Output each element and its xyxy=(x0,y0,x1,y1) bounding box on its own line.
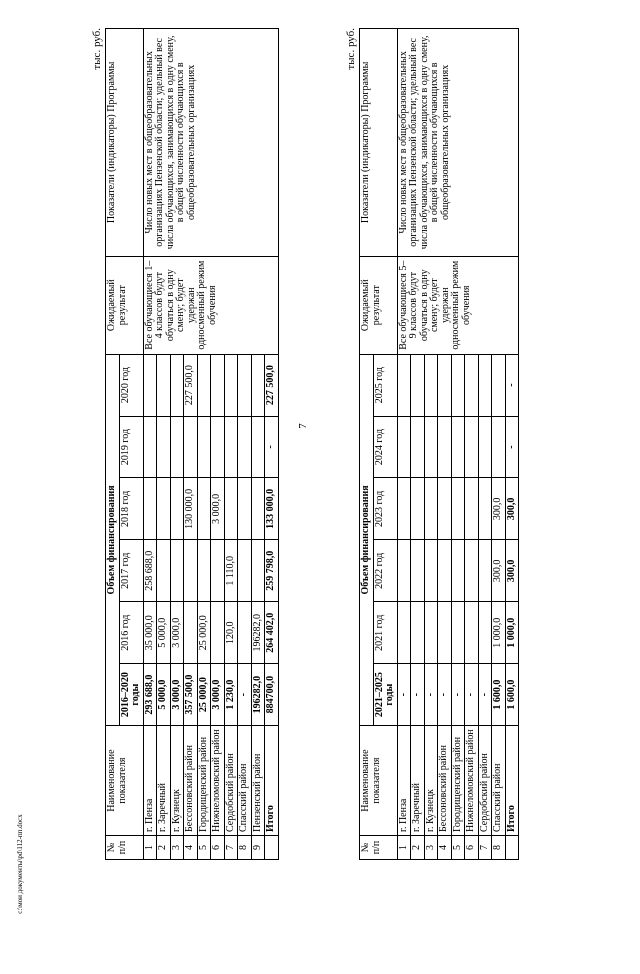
row-year-value xyxy=(424,602,438,664)
funding-table-2016-2020 xyxy=(91,28,279,860)
row-num: 7 xyxy=(478,836,492,860)
row-total: - xyxy=(397,664,411,726)
row-year-value: 300,0 xyxy=(492,540,506,602)
row-year-value xyxy=(451,354,465,416)
row-total: 1 600,0 xyxy=(492,664,506,726)
expected-result: Все обучающиеся 1–4 классов будут обучаться в одну смену; будет удержан односменный режим обучения xyxy=(143,256,278,354)
row-year-value xyxy=(157,416,171,478)
row-year-value: 300,0 xyxy=(492,478,506,540)
row-name: Нижнеломовский район xyxy=(211,726,225,836)
row-year-value: 1 110,0 xyxy=(224,540,238,602)
header-year: 2016 год xyxy=(119,602,143,664)
row-year-value xyxy=(478,416,492,478)
row-year-value xyxy=(438,416,452,478)
row-year-value xyxy=(157,478,171,540)
row-year-value xyxy=(224,478,238,540)
row-total: - xyxy=(478,664,492,726)
row-year-value xyxy=(478,354,492,416)
row-year-value xyxy=(157,354,171,416)
header-year: 2023 год xyxy=(373,478,397,540)
row-year-value xyxy=(251,478,265,540)
header-year: 2019 год xyxy=(119,416,143,478)
total-year-value: 133 000,0 xyxy=(265,478,279,540)
funding-table-2021-2025 xyxy=(345,28,519,860)
row-total: - xyxy=(424,664,438,726)
row-year-value xyxy=(424,354,438,416)
row-year-value xyxy=(238,602,252,664)
row-year-value xyxy=(451,416,465,478)
row-year-value xyxy=(211,354,225,416)
row-year-value xyxy=(143,478,157,540)
row-year-value xyxy=(438,540,452,602)
header-year: 2018 год xyxy=(119,478,143,540)
header-year: 2020 год xyxy=(119,354,143,416)
row-year-value xyxy=(197,416,211,478)
row-year-value xyxy=(224,354,238,416)
expected-result: Все обучающиеся 5–9 классов будут обучаться в одну смену; будет удержан односменный режим обучения xyxy=(397,256,519,354)
row-name: Бессоновский район xyxy=(438,726,452,836)
row-year-value xyxy=(197,354,211,416)
row-total: - xyxy=(465,664,479,726)
row-year-value xyxy=(492,416,506,478)
row-year-value: 5 000,0 xyxy=(157,602,171,664)
table-row xyxy=(397,29,411,860)
row-name: г. Заречный xyxy=(157,726,171,836)
row-year-value xyxy=(170,416,184,478)
header-indicators: Показатели (индикаторы) Программы xyxy=(360,29,398,257)
header-num: № п/п xyxy=(360,836,398,860)
row-year-value xyxy=(465,478,479,540)
total-year-value: - xyxy=(505,416,519,478)
row-total: - xyxy=(451,664,465,726)
total-num-empty xyxy=(505,836,519,860)
row-year-value xyxy=(438,478,452,540)
row-total: 3 000,0 xyxy=(211,664,225,726)
row-year-value xyxy=(170,540,184,602)
row-total: 293 688,0 xyxy=(143,664,157,726)
row-num: 1 xyxy=(397,836,411,860)
row-name: Спасский район xyxy=(238,726,252,836)
footer-file-path: c:\мои документы\pd\112-пп.docx xyxy=(16,814,24,914)
header-funding: Объем финансирования xyxy=(106,354,120,725)
row-year-value xyxy=(184,416,198,478)
total-sum: 884700,0 xyxy=(265,664,279,726)
row-year-value xyxy=(238,354,252,416)
row-num: 3 xyxy=(170,836,184,860)
row-year-value xyxy=(411,540,425,602)
header-funding: Объем финансирования xyxy=(360,354,374,725)
row-year-value xyxy=(411,354,425,416)
total-label: Итого xyxy=(505,726,519,836)
row-year-value xyxy=(184,602,198,664)
row-num: 6 xyxy=(211,836,225,860)
row-year-value xyxy=(397,478,411,540)
row-year-value xyxy=(424,416,438,478)
header-result: Ожидаемый результат xyxy=(106,256,144,354)
header-name: Наименование показателя xyxy=(360,726,398,836)
row-total: 357 500,0 xyxy=(184,664,198,726)
unit-label: тыс. руб. xyxy=(345,28,357,70)
row-name: г. Кузнецк xyxy=(424,726,438,836)
row-num: 8 xyxy=(238,836,252,860)
total-sum: 1 600,0 xyxy=(505,664,519,726)
header-total-period: 2021–2025 годы xyxy=(373,664,397,726)
row-year-value xyxy=(170,478,184,540)
indicators: Число новых мест в общеобразовательных организациях Пензенской области; удельный вес числа обучающихся, занимающихся в одну смену, в общей численности обучающихся в общеобразовательных организациях xyxy=(397,29,519,257)
row-name: г. Заречный xyxy=(411,726,425,836)
row-num: 1 xyxy=(143,836,157,860)
row-name: Городищенский район xyxy=(197,726,211,836)
row-year-value xyxy=(451,602,465,664)
row-year-value: 227 500,0 xyxy=(184,354,198,416)
row-year-value xyxy=(451,478,465,540)
table-row xyxy=(143,29,157,860)
row-num: 2 xyxy=(157,836,171,860)
row-name: г. Пенза xyxy=(397,726,411,836)
row-total: - xyxy=(411,664,425,726)
row-year-value xyxy=(157,540,171,602)
table xyxy=(359,28,519,860)
header-result: Ожидаемый результат xyxy=(360,256,398,354)
row-name: Пензенский район xyxy=(251,726,265,836)
row-year-value xyxy=(478,602,492,664)
row-year-value xyxy=(465,416,479,478)
row-year-value xyxy=(397,416,411,478)
row-year-value: 120,0 xyxy=(224,602,238,664)
page-number: 7 xyxy=(296,423,309,429)
row-name: Сердобский район xyxy=(224,726,238,836)
header-year: 2021 год xyxy=(373,602,397,664)
row-year-value xyxy=(197,478,211,540)
row-year-value xyxy=(143,416,157,478)
row-year-value xyxy=(238,416,252,478)
row-year-value xyxy=(211,540,225,602)
header-year: 2025 год xyxy=(373,354,397,416)
total-num-empty xyxy=(265,836,279,860)
row-total: 196282,0 xyxy=(251,664,265,726)
row-num: 9 xyxy=(251,836,265,860)
row-num: 7 xyxy=(224,836,238,860)
row-num: 6 xyxy=(465,836,479,860)
table xyxy=(105,28,279,860)
row-name: г. Кузнецк xyxy=(170,726,184,836)
row-year-value xyxy=(451,540,465,602)
row-total: 25 000,0 xyxy=(197,664,211,726)
row-name: Сердобский район xyxy=(478,726,492,836)
row-num: 5 xyxy=(451,836,465,860)
total-year-value: - xyxy=(265,416,279,478)
indicators: Число новых мест в общеобразовательных организациях Пензенской области; удельный вес числа обучающихся, занимающихся в одну смену, в общей численности обучающихся в общеобразовательных организациях xyxy=(143,29,278,257)
row-name: Спасский район xyxy=(492,726,506,836)
row-num: 4 xyxy=(438,836,452,860)
row-name: г. Пенза xyxy=(143,726,157,836)
row-year-value xyxy=(478,540,492,602)
row-year-value xyxy=(251,416,265,478)
row-year-value xyxy=(411,416,425,478)
row-year-value xyxy=(465,540,479,602)
row-year-value xyxy=(238,540,252,602)
row-year-value xyxy=(224,416,238,478)
header-year: 2017 год xyxy=(119,540,143,602)
row-num: 4 xyxy=(184,836,198,860)
unit-label: тыс. руб. xyxy=(91,28,103,70)
row-year-value: 3 000,0 xyxy=(170,602,184,664)
row-year-value xyxy=(170,354,184,416)
row-year-value: 35 000,0 xyxy=(143,602,157,664)
total-label: Итого xyxy=(265,726,279,836)
row-year-value xyxy=(397,354,411,416)
row-year-value xyxy=(211,602,225,664)
row-year-value xyxy=(397,540,411,602)
row-num: 2 xyxy=(411,836,425,860)
row-year-value xyxy=(397,602,411,664)
row-num: 5 xyxy=(197,836,211,860)
row-year-value: 130 000,0 xyxy=(184,478,198,540)
row-year-value: 1 000,0 xyxy=(492,602,506,664)
total-year-value: - xyxy=(505,354,519,416)
row-year-value xyxy=(411,478,425,540)
header-year: 2022 год xyxy=(373,540,397,602)
row-year-value xyxy=(251,540,265,602)
total-year-value: 259 798,0 xyxy=(265,540,279,602)
row-total: 3 000,0 xyxy=(170,664,184,726)
header-total-period: 2016–2020 годы xyxy=(119,664,143,726)
row-name: Нижнеломовский район xyxy=(465,726,479,836)
row-year-value xyxy=(424,478,438,540)
row-total: - xyxy=(438,664,452,726)
total-year-value: 227 500,0 xyxy=(265,354,279,416)
row-year-value xyxy=(465,354,479,416)
header-indicators: Показатели (индикаторы) Программы xyxy=(106,29,144,257)
row-year-value xyxy=(197,540,211,602)
row-name: Городищенский район xyxy=(451,726,465,836)
row-num: 8 xyxy=(492,836,506,860)
row-year-value xyxy=(143,354,157,416)
row-year-value: 25 000,0 xyxy=(197,602,211,664)
row-year-value: 196282,0 xyxy=(251,602,265,664)
row-year-value xyxy=(184,540,198,602)
header-num: № п/п xyxy=(106,836,144,860)
total-year-value: 300,0 xyxy=(505,478,519,540)
row-year-value xyxy=(465,602,479,664)
row-year-value xyxy=(238,478,252,540)
row-year-value xyxy=(492,354,506,416)
row-year-value: 3 000,0 xyxy=(211,478,225,540)
row-name: Бессоновский район xyxy=(184,726,198,836)
row-year-value: 258 688,0 xyxy=(143,540,157,602)
row-year-value xyxy=(424,540,438,602)
total-year-value: 300,0 xyxy=(505,540,519,602)
row-year-value xyxy=(211,416,225,478)
row-year-value xyxy=(411,602,425,664)
header-year: 2024 год xyxy=(373,416,397,478)
total-year-value: 1 000,0 xyxy=(505,602,519,664)
header-name: Наименование показателя xyxy=(106,726,144,836)
row-year-value xyxy=(478,478,492,540)
row-year-value xyxy=(438,602,452,664)
row-total: 5 000,0 xyxy=(157,664,171,726)
row-year-value xyxy=(438,354,452,416)
row-year-value xyxy=(251,354,265,416)
row-num: 3 xyxy=(424,836,438,860)
row-total: 1 230,0 xyxy=(224,664,238,726)
total-year-value: 264 402,0 xyxy=(265,602,279,664)
row-total: - xyxy=(238,664,252,726)
